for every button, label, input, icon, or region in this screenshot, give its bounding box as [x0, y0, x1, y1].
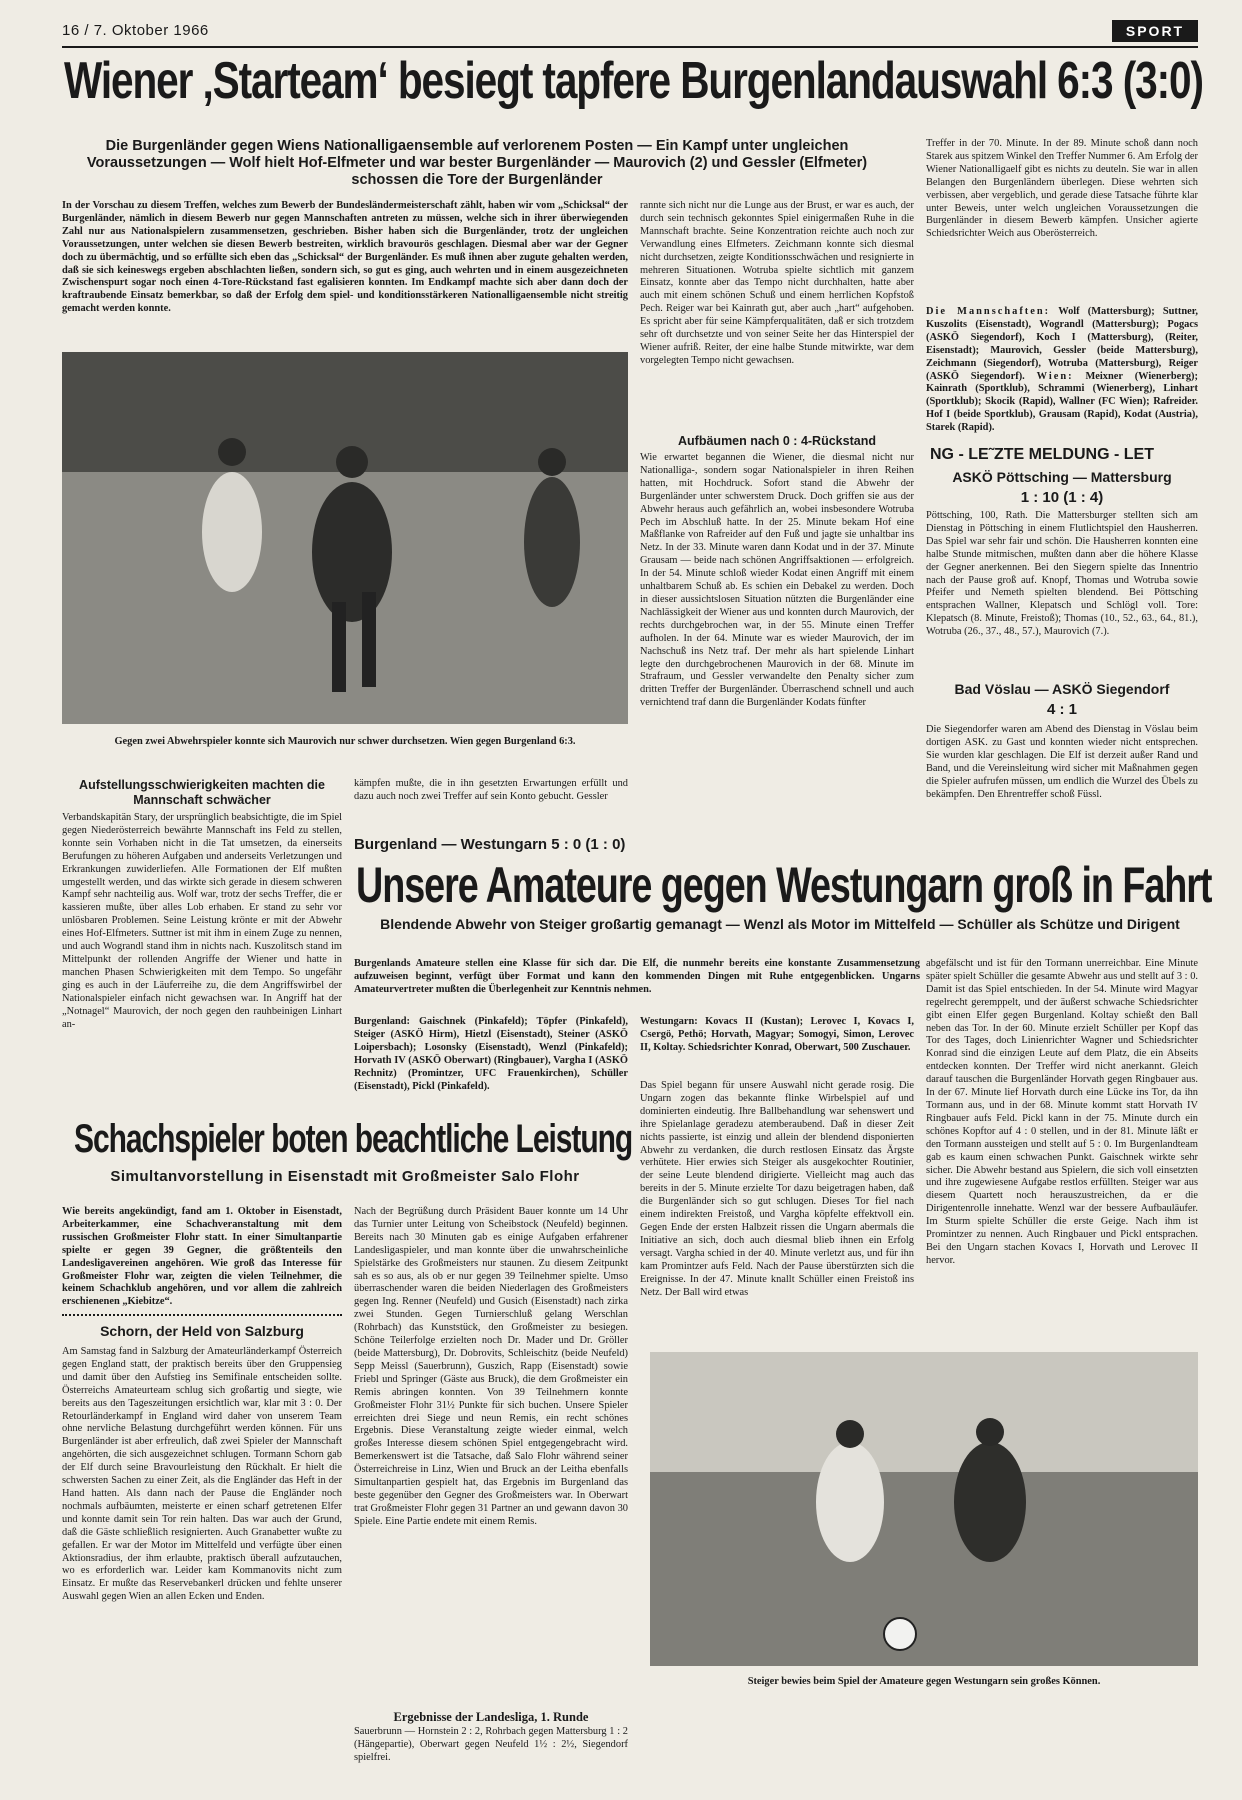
late-match1-text: Pöttsching, 100, Rath. Die Mattersburger stellten sich am Dienstag in Pöttsching in einem Flutlichtspiel den Hausherren. Das Spiel war sehr fair und schön. Die Hausherren konnten eine halbe Stunde mitmischen, mußten dann aber die höhere Klasse der Gegner anerkennen. Bei den Siegern spielte das Innentrio nach der Pause groß auf. Knopf, Thomas und Wotruba sowie Pfeifer und Nemeth spielten blendend. Bei Pöttsching entsprachen Wallner, Klepatsch und Schlögl voll. Tore: Klepatsch (8. Minute, Freistoß); Thomas (10., 52., 63., 64., 81.), Wotruba (26., 37., 48., 57.), Maurovich (7.). — [926, 510, 1198, 638]
amateur-bgld-label: Burgenland: — [354, 1016, 411, 1027]
lineup-burgenland: Wolf (Mattersburg); Suttner, Kuszolits (Eisenstadt), Wograndl (Mattersburg); Pogacs (ASKÖ Siegendorf), Koch I (Mattersburg), (Reiter, Eisenstadt); Maurovich, Gessler (beide Mattersburg), Zeichmann (Siegendorf), Wotruba (Mattersburg), Reiger (ASKÖ Siegendorf). — [926, 306, 1198, 382]
late-news-banner: NG - LE˜ZTE MELDUNG - LET — [930, 446, 1154, 463]
amateur-col2-text: Das Spiel begann für unsere Auswahl nicht gerade rosig. Die Ungarn zogen das bekannte flinke Wirbelspiel auf und dominierten eindeutig. Ihre Ballbehandlung war sehenswert und ihre Spielanlage geradezu atemberaubend. Daß in dieser Zeit nichts passierte, ist einzig und allein der blendend disponierten Abwehr zu verdanken, die durch restlosen Einsatz das Ärgste verhütete. Hier erwies sich Steiger als ausgekochter Routinier, der seine Leute blendend dirigierte. Vielleicht mag auch das bereits in der 5. Minute erzielte Tor dazu beigetragen haben, daß die Burgenländer sich so gut schlugen. Dieses Tor fiel nach einem indirekten Freistoß, und Vargha köpfelte effektvoll ein. Gegen Ende der ersten Halbzeit rissen die Ungarn abermals die Initiative an sich, doch auch diesmal blieb ihnen ein Erfolg versagt. Vargha schied in der 40. Minute verletzt aus, und für ihn kam Promintzer aufs Feld. Nach der Pause überstürzten sich die Ereignisse. In der 47. Minute knallt Schüller einen Freistoß ins Netz. Der Ball wird etwas — [640, 1080, 914, 1298]
late-match2-score: 4 : 1 — [1046, 701, 1077, 718]
amateur-lineup-westungarn — [640, 1016, 914, 1055]
header-rule — [62, 46, 1198, 48]
match-photo-amateure — [650, 1352, 1198, 1666]
comeback-text: Wie erwartet begannen die Wiener, die diesmal nicht nur Nationalliga-, sondern sogar Nationalspieler in ihren Reihen hatten, mit Hochdruck. Sofort stand die Abwehr der Burgenländer unter schwerstem Druck. Doch griffen sie aus der Abwehr heraus auch gefährlich an, wobei insbesondere Wotruba Pech im Abschluß hatte. In der 25. Minute bekam Hof eine Maßflanke von Rafreider auf den Fuß und jagte sie unhaltbar ins Netz. In der 33. Minute waren dann Kodat und in der 37. Minute Grausam — beide nach schönen Angriffsaktionen — erfolgreich. In der 54. Minute schloß wieder Kodat einen Angriff mit einem unhaltbarem Schuß ab. Es schien ein Debakel zu werden. Doch in dieser aussichtslosen Situation nützten die Burgenländer eine Nachlässigkeit der Wiener aus und konnten durch Maurovich, der rechts durchgebrochen war, in der 55. Minute einen Treffer aufholen. In der 64. Minute war es wieder Maurovich, der im Nachschuß ins Netz traf. Der mehr als hart spielende Linhart legte den durchgebrochenen Maurovich in der 68. Minute im Strafraum, und Gessler verwandelte den Penalty sicher zum dritten Treffer der Burgenländer. Überraschend schnell und auch vernichtend traf dann die Burgenländer Kodats fünfter — [640, 452, 914, 709]
main-photo-caption: Gegen zwei Abwehrspieler konnte sich Maurovich nur schwer durchsetzen. Wien gegen Burgenland 6:3. — [114, 736, 576, 747]
late-match2-title: Bad Vöslau — ASKÖ Siegendorf — [954, 681, 1170, 697]
amateur-subheadline: Blendende Abwehr von Steiger großartig gemanagt — Wenzl als Motor im Mittelfeld — Schüller als Schütze und Dirigent — [380, 916, 1180, 932]
chess-subheadline: Simultanvorstellung in Eisenstadt mit Großmeister Salo Flohr — [110, 1168, 580, 1185]
amateur-bgld-players: Gaischnek (Pinkafeld); Töpfer (Pinkafeld), Steiger (ASKÖ Hirm), Hietzl (Eisenstadt), Steiner (ASKÖ Loipersbach); Losonsky (Eisenstadt), Wenzl (Pinkafeld); Horvath IV (ASKÖ Oberwart) (Ringbauer), Vargha I (ASKÖ Rechnitz) (Promintzer, UFC Frauenkirchen), Schüller (Eisenstadt), Pickl (Pinkafeld). — [354, 1016, 628, 1092]
late-match1-score: 1 : 10 (1 : 4) — [1020, 489, 1104, 506]
main-headline: Wiener ‚Starteam‘ besiegt tapfere Burgenlandauswahl 6:3 (3:0) — [64, 52, 1203, 110]
soccer-action-image — [62, 352, 628, 724]
amateur-photo-caption: Steiger bewies beim Spiel der Amateure gegen Westungarn sein großes Können. — [747, 1676, 1101, 1687]
lineup-wien: Meixner (Wienerberg); Kainrath (Sportklub), Schrammi (Wienerberg), Linhart (Sportklub); Skocik (Rapid), Wallner (FC Wien); Rafreider. Hof I (beide Sportklub), Grausam (Rapid), Kodat (Austria), Starek (Rapid). — [926, 370, 1198, 434]
league-results-text: Sauerbrunn — Hornstein 2 : 2, Rohrbach gegen Mattersburg 1 : 2 (Hängepartie), Oberwart gegen Neufeld 1½ : 2½, Siegendorf spielfrei. — [354, 1726, 628, 1763]
chess-headline: Schachspieler boten beachtliche Leistung — [74, 1117, 633, 1161]
main-article-continuation: kämpfen mußte, die in ihn gesetzten Erwartungen erfüllt und dazu auch noch zwei Treffer auf sein Konto gebucht. Gessler — [354, 778, 628, 802]
late-match1-title: ASKÖ Pöttsching — Mattersburg — [952, 469, 1172, 485]
league-results-heading: Ergebnisse der Landesliga, 1. Runde — [393, 1710, 589, 1724]
late-match2-text: Die Siegendorfer waren am Abend des Dienstag in Vöslau beim dortigen ASK. zu Gast und konnten wieder nicht entsprechen. Sie wurden klar geschlagen. Die Elf ist derzeit außer Rand und Band, und die Vereinsleitung wird sicher mit Maßnahmen gegen die Spieler aufrufen müssen, um endlich die Wurzel des Übels zu bekämpfen. Den Ehrentreffer schoß Füssl. — [926, 724, 1198, 800]
team-lineups — [926, 306, 1198, 435]
page-date: 7. Oktober 1966 — [93, 22, 209, 39]
amateur-wu-players: Kovacs II (Kustan); Lerovec I, Kovacs I, Csergö, Pethö; Horvath, Magyar; Somogyi, Simon, Lerovec II, Koltay. Schiedsrichter Konrad, Oberwart, 500 Zuschauer. — [640, 1016, 914, 1053]
lineup-label: Die Mannschaften: — [926, 306, 1051, 317]
lineup-wien-label: Wien: — [1036, 370, 1074, 382]
page-number: 16 — [62, 22, 80, 39]
lineup-trouble-text: Verbandskapitän Stary, der ursprünglich beabsichtigte, die im Spiel gegen Niederösterreich bewährte Mannschaft ins Feld zu stellen, konnte sein Vorhaben nicht in die Tat umsetzen, da einerseits Berufungen zu höheren Aufgaben und anderseits Verletzungen und Erkrankungen zuwiderliefen. Alle Formationen der Elf mußten umgestellt werden, und das wirkte sich gerade in diesem schweren Kampf sehr nachteilig aus. Wolf war, trotz der sechs Treffer, die er kassieren mußte, über alles Lob erhaben. Er stand zu sehr vor unlösbaren Problemen. Seine Leistung krönte er mit der Abwehr eines Hof-Elfmeters. Suttner ist mit ihm in einem Zuge zu nennen, und auch Wograndl stand ihm in nichts nach. Kuszolitsch stand im Mittelpunkt der rollenden Angriffe der Wiener und hatte in manchen Phasen Schwierigkeiten mit dem Tempo. So ungefähr ging es auch in der Läuferreihe zu, die dem Angriffswirbel der Nationalspieler einfach nicht gewachsen war. In Angriff hat der „Notnagel“ Maurovich, der noch gegen den rauhbeinigen Linhart an- — [62, 812, 342, 1030]
salzburg-headline: Schorn, der Held von Salzburg — [100, 1323, 304, 1339]
amateur-col3-text: abgefälscht und ist für den Tormann unerreichbar. Eine Minute später spielt Schüller die gesamte Abwehr aus und stellt auf 3 : 0. Damit ist das Spiel entschieden. In der 54. Minute wird Magyar regelrecht geremppelt, und der äußerst schwache Schiedsrichter gibt einen Elfer gegen Burgenland. Koltay schießt den Ball neben das Tor. In der 60. Minute erzielt Schüller per Kopf das Tor des Tages, doch Linienrichter Wagner und Schiedsrichter Konrad sind die einzigen Leute auf dem Platz, die ein Abseits entdecken konnten. Der Treffer wird nicht anerkannt. Gleich darauf tauschen die Burgenländer Horvath gegen Ringbauer aus. In der 67. Minute lief Horvath durch eine Lücke ins Tor, da ihn Tormann aus, und in der 68. Minute kommt statt Horvath IV Ringbauer aufs Feld. Pickl kann in der 75. Minute durch ein schönes Kopftor auf 4 : 0 stellen, und in der 81. Minute läßt er den Tormann aussteigen und stellt auf 5 : 0. Im Burgenlandteam gab es kaum einen schwachen Punkt. Gaischnek wirkte sehr sicher. Die Abwehr bestand aus Spielern, die sich voll einsetzten und ihre zugewiesene Aufgabe restlos erfüllten. Steiger war aus diesem Quartett noch herauszustreichen, da er die Dirigentenrolle innehatte. Wenzl war der bessere Aufbauläufer. Im Sturm spielte Schüller die erste Geige. Nach ihm ist Promintzer zu nennen. Auch Ringbauer und Pickl entsprachen. Bei den Ungarn stachen Kovacs I, Horvath und Lerovec II hervor. — [926, 958, 1198, 1266]
amateur-match-title: Burgenland — Westungarn 5 : 0 (1 : 0) — [354, 836, 626, 853]
main-lead: In der Vorschau zu diesem Treffen, welches zum Bewerb der Bundesländermeisterschaft zählt, haben wir vom „Schicksal“ der Burgenländer, nämlich in diesem Bewerb nur gegen Mannschaften antreten zu müssen, welche sich in ihrer überwiegenden Zahl nur aus Nationalspielern zusammensetzen, geschrieben. Bisher haben sich die Burgenländer, trotz der ungleichen Voraussetzungen, unter welchen sie diesen Bewerb bestreiten, wirklich bravourös geschlagen. Diesmal aber war der Gegner doch zu übermächtig, und so erfüllte sich eben das „Schicksal“ der Burgenländer. Es muß ihnen aber zugute gehalten werden, daß sie sich keineswegs ergeben abschlachten ließen, sondern sich, so gut es ging, auch wehrten und in einem ausgezeichneten Zwischenspurt sogar noch einen 4-Tore-Rückstand fast egalisieren konnten. Im Endkampf machte sich aber dann doch der kraftraubende Einsatz bemerkbar, so daß der Erfolg dem spiel- und konditionsstärkeren Nationalligaensemble nicht streitig gemacht werden konnte. — [62, 200, 628, 315]
main-article-col3: rannte sich nicht nur die Lunge aus der Brust, er war es auch, der durch sein technisch gekonntes Spiel einigermaßen Ruhe in die Mannschaft brachte. Seine Konzentration reichte auch noch zur Verwandlung eines Elfmeters. Zeichmann konnte sich diesmal nicht durchsetzen, zeigte Konditionsschwächen und resignierte in mehreren Situationen. Wotruba spielte sichtlich mit ganzem Einsatz, konnte aber das Tempo nicht durchhalten, hatte aber auch mit einem schönen Schuß und einem herrlichen Kopfstoß Pech. Reiger war bei Kainrath gut, aber auch „hart“ aufgehoben. Es spricht aber für seine Kämpferqualitäten, daß er sich trotzdem sehr oft durchsetzte und von seiner Seite her das Hinterspiel der Wiener aufriß. Reiter, der eine halbe Stunde mitwirkte, war dem vorgelegten Tempo nicht gewachsen. — [640, 200, 914, 366]
amateur-headline: Unsere Amateure gegen Westungarn groß in Fahrt — [356, 857, 1212, 913]
amateur-action-image — [650, 1352, 1198, 1666]
amateur-wu-label: Westungarn: — [640, 1016, 698, 1027]
section-badge: SPORT — [1112, 20, 1198, 42]
chess-lead: Wie bereits angekündigt, fand am 1. Oktober in Eisenstadt, Arbeiterkammer, eine Schachveranstaltung mit dem russischen Großmeister Flohr statt. In einer Simultanpartie spielte er gegen 39 Gegner, die größtenteils den Landesligavereinen angehören. Wie groß das Interesse für Großmeister Flohr war, zeigten die vielen Teilnehmer, die keinem Schachklub angehören, und vor allem die zahlreich erschienenen „Kiebitze“. — [62, 1206, 342, 1308]
amateur-lineup-burgenland — [354, 1016, 628, 1093]
match-photo-wien-burgenland — [62, 352, 628, 724]
amateur-lead: Burgenlands Amateure stellen eine Klasse für sich dar. Die Elf, die nunmehr bereits eine konstante Zusammensetzung aufzuweisen beginnt, verfügt über Format und kann den kommenden Dingen mit Ruhe entgegenblicken. Ungarns Amateurvertreter mußten die Überlegenheit zur Kenntnis nehmen. — [354, 958, 920, 995]
lineup-trouble-heading: Aufstellungsschwierigkeiten machten die Mannschaft schwächer — [79, 778, 325, 807]
main-article-col4: Treffer in der 70. Minute. In der 89. Minute schoß dann noch Starek aus spitzem Winkel den Treffer Nummer 6. Am Erfolg der Wiener Nationalligaelf gibt es nichts zu deuteln. Sie war in allen Belangen den Burgenländern überlegen. Diese wehrten sich verbissen, aber vergeblich, und gerade diese Tatsache führte klar unter Beweis, unter welch ungleichen Voraussetzungen die Burgenländer in diesem Bewerb kämpfen. Unsicher agierte Schiedsrichter Weich aus Oberösterreich. — [926, 138, 1198, 240]
chess-col2-text: Nach der Begrüßung durch Präsident Bauer konnte um 14 Uhr das Turnier unter Leitung von Scheibstock (Neufeld) beginnen. Bereits nach 30 Minuten gab es einige Aufgaben erfahrener Landesligaspieler, und man konnte über die unwahrscheinliche Spielstärke des Großmeisters nur staunen. Zu diesem Zeitpunkt sah es so aus, als ob er nur gegen 39 Teilnehmer spielte. Umso überraschender waren die beiden Niederlagen des Großmeisters gegen Ing. Renner (Neufeld) und Gusich (Eisenstadt) nach zirka zwei Stunden. Gegen Turnierschluß gelang Werschlan (Rohrbach) das Kunststück, den Großmeister zu besiegen. Schöne Teilerfolge erzielten noch Dr. Mader und Dr. Gröller (beide Mattersburg), Dr. Dobrovits, Schleischitz (beide Neufeld) Sepp Meissl (Sauerbrunn), Guszich, Rapp (Eisenstadt) sowie Friebl und Springer (Gäste aus Bruck), die dem Großmeister ein Remis abringen konnten. Von 39 Teilnehmern konnte Großmeister Flohr 31½ Punkte für sich buchen. Unsere Spieler erreichten drei Siege und neun Remis, ein recht schönes Ergebnis. Diese Veranstaltung zeigte wieder einmal, welch großes Interesse diesem schönen Spiel entgegengebracht wird. Bemerkenswert ist die Tatsache, daß Salo Flohr während seiner Österreichreise in Linz, Wien und Bruck an der Leitha ebenfalls Simultanpartien gespielt hat, das Ergebnis im Burgenland das beste gegenüber den Gegner des Großmeisters war. In Oberwart trat Großmeister Flohr gegen 31 Partner an und gewann davon 30 Spiele. Eine Partie endete mit einem Remis. — [354, 1206, 628, 1527]
comeback-heading: Aufbäumen nach 0 : 4-Rückstand — [678, 434, 876, 448]
header-separator: / — [84, 22, 94, 39]
main-subheadline: Die Burgenländer gegen Wiens Nationalligaensemble auf verlorenem Posten — Ein Kampf unter ungleichen Voraussetzungen — Wolf hielt Hof-Elfmeter und war bester Burgenländer — Maurovich (2) und Gessler (Elfmeter) schossen die Tore der Burgenländer — [86, 138, 868, 188]
salzburg-text: Am Samstag fand in Salzburg der Amateurländerkampf Österreich gegen England statt, der praktisch bereits über den Gruppensieg und damit über den Aufstieg ins Semifinale entscheiden sollte. Österreichs Amateurteam schlug sich großartig und siegte, wie bereits aus den Tageszeitungen ersichtlich war, klar mit 3 : 0. Der Retourländerkampf in England wird daher von unserem Team ohne nervliche Belastung durchgeführt werden können. Für uns Burgenländer ist aber erfreulich, daß zwei Spieler der Mannschaft angehörten, die sich ausgezeichnet schlugen. Tormann Schorn gab der Elf durch seine Bravourleistung den Rückhalt. Er hielt die schwersten Sachen zu einer Zeit, als die Engländer das Heft in der Hand hatten. Als dann nach der Pause die Engländer noch nochmals aufbäumten, meisterte er einen scharf getretenen Elfer und konnte damit sein Tor rein halten. Das war auch der Grund, daß die Gäste schließlich resignierten. Auch Granabetter wußte zu gefallen. Er war der Motor im Mittelfeld und verfügte über einen Aktionsradius, der ihm erlaubte, praktisch überall aufzutauchen, wo es erforderlich war. Leider kam Kommanovits nicht zum Einsatz. Er mußte das Reservebankerl drücken und fehlte unserer Auswahl gegen Wien an allen Ecken und Enden. — [62, 1346, 342, 1603]
